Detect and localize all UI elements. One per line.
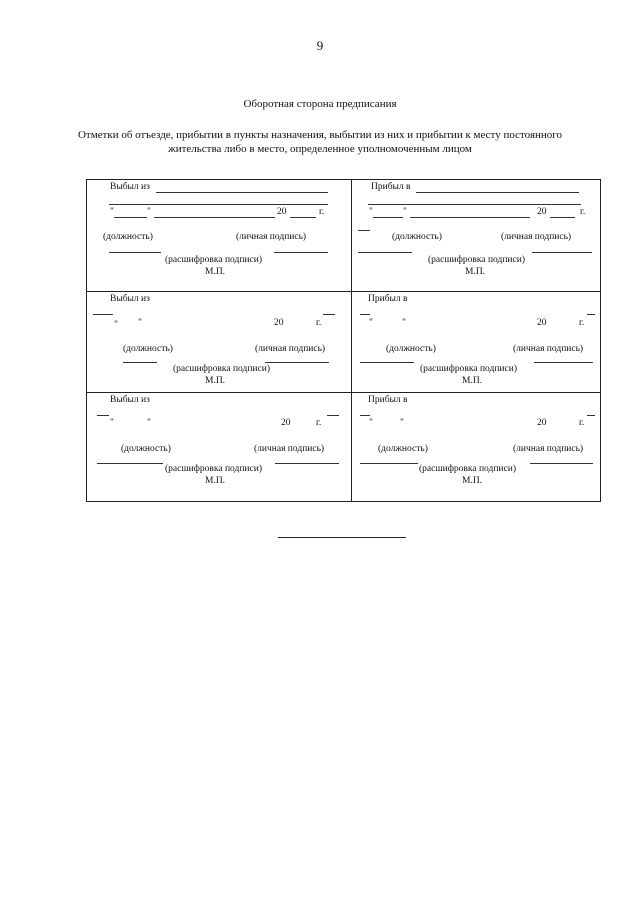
position-label: (должность) bbox=[123, 344, 173, 354]
month-field[interactable] bbox=[154, 217, 275, 218]
signature-decoding-label: (расшифровка подписи) bbox=[428, 255, 525, 265]
arrival-cell bbox=[352, 180, 600, 291]
signature-label: (личная подпись) bbox=[501, 232, 572, 242]
departed-from-field-continuation[interactable] bbox=[109, 204, 328, 205]
date-quote-close: " bbox=[114, 320, 118, 330]
year-prefix: 20 bbox=[274, 318, 284, 328]
year-prefix: 20 bbox=[277, 207, 287, 217]
signature-decoding-label: (расшифровка подписи) bbox=[165, 464, 262, 474]
arrived-at-field-continuation[interactable] bbox=[368, 204, 581, 205]
year-field[interactable] bbox=[327, 415, 339, 416]
decorative-dash bbox=[358, 230, 370, 231]
year-prefix: 20 bbox=[537, 418, 547, 428]
stamp-label: М.П. bbox=[462, 376, 483, 386]
position-field[interactable] bbox=[123, 362, 157, 363]
date-quote-open: " bbox=[369, 207, 373, 217]
position-field[interactable] bbox=[97, 463, 163, 464]
arrival-cell bbox=[352, 292, 600, 392]
departure-cell bbox=[87, 393, 351, 501]
year-suffix: г. bbox=[580, 207, 586, 217]
year-field[interactable] bbox=[290, 217, 316, 218]
year-prefix: 20 bbox=[537, 318, 547, 328]
document-subtitle: Отметки об отъезде, прибытии в пункты назначения, выбытии из них и прибытии к месту постоянного жительства либо в место, определенное уполномоченным лицом bbox=[77, 129, 563, 155]
year-suffix: г. bbox=[316, 418, 322, 428]
signature-label: (личная подпись) bbox=[236, 232, 307, 242]
date-quote-open: " bbox=[369, 318, 373, 328]
stamp-label: М.П. bbox=[205, 476, 226, 486]
date-quote-close: " bbox=[147, 418, 151, 428]
date-quote-open: " bbox=[138, 318, 142, 328]
date-quote-open: " bbox=[369, 418, 373, 428]
date-quote-open: " bbox=[110, 418, 114, 428]
day-field[interactable] bbox=[114, 217, 147, 218]
departed-from-label: Выбыл из bbox=[110, 294, 150, 304]
departure-cell bbox=[87, 180, 351, 291]
departed-from-field[interactable] bbox=[93, 314, 113, 315]
arrived-at-label: Прибыл в bbox=[371, 182, 411, 192]
signature-decoding-label: (расшифровка подписи) bbox=[420, 364, 517, 374]
position-label: (должность) bbox=[121, 444, 171, 454]
departed-from-field[interactable] bbox=[156, 192, 328, 193]
signature-label: (личная подпись) bbox=[254, 444, 325, 454]
position-field[interactable] bbox=[360, 463, 418, 464]
position-field[interactable] bbox=[358, 252, 412, 253]
date-quote-close: " bbox=[147, 207, 151, 217]
signature-label: (личная подпись) bbox=[513, 444, 584, 454]
date-quote-close: " bbox=[403, 207, 407, 217]
position-field[interactable] bbox=[109, 252, 161, 253]
year-prefix: 20 bbox=[537, 207, 547, 217]
signature-label: (личная подпись) bbox=[255, 344, 326, 354]
stamp-label: М.П. bbox=[465, 267, 486, 277]
day-field[interactable] bbox=[373, 217, 403, 218]
year-suffix: г. bbox=[319, 207, 325, 217]
date-quote-close: " bbox=[400, 418, 404, 428]
year-prefix: 20 bbox=[281, 418, 291, 428]
signature-field[interactable] bbox=[275, 463, 339, 464]
signature-label: (личная подпись) bbox=[513, 344, 584, 354]
arrived-at-field[interactable] bbox=[416, 192, 579, 193]
position-label: (должность) bbox=[378, 444, 428, 454]
year-field[interactable] bbox=[587, 415, 595, 416]
travel-marks-table bbox=[86, 179, 601, 502]
year-suffix: г. bbox=[316, 318, 322, 328]
arrived-at-label: Прибыл в bbox=[368, 294, 408, 304]
departure-cell bbox=[87, 292, 351, 392]
arrival-cell bbox=[352, 393, 600, 501]
signature-decoding-label: (расшифровка подписи) bbox=[419, 464, 516, 474]
stamp-label: М.П. bbox=[205, 376, 226, 386]
month-field[interactable] bbox=[410, 217, 530, 218]
end-of-document-rule bbox=[278, 537, 406, 538]
signature-field[interactable] bbox=[265, 362, 329, 363]
position-label: (должность) bbox=[386, 344, 436, 354]
signature-field[interactable] bbox=[532, 252, 592, 253]
year-field[interactable] bbox=[550, 217, 575, 218]
departed-from-field[interactable] bbox=[97, 415, 109, 416]
signature-field[interactable] bbox=[534, 362, 593, 363]
position-label: (должность) bbox=[392, 232, 442, 242]
arrived-at-label: Прибыл в bbox=[368, 395, 408, 405]
arrived-at-field[interactable] bbox=[360, 314, 370, 315]
signature-decoding-label: (расшифровка подписи) bbox=[165, 255, 262, 265]
position-field[interactable] bbox=[360, 362, 414, 363]
page-number: 9 bbox=[316, 38, 324, 53]
year-suffix: г. bbox=[579, 418, 585, 428]
departed-from-label: Выбыл из bbox=[110, 395, 150, 405]
stamp-label: М.П. bbox=[205, 267, 226, 277]
year-field[interactable] bbox=[323, 314, 335, 315]
year-suffix: г. bbox=[579, 318, 585, 328]
date-quote-open: " bbox=[110, 207, 114, 217]
year-field[interactable] bbox=[587, 314, 595, 315]
arrived-at-field[interactable] bbox=[360, 415, 370, 416]
stamp-label: М.П. bbox=[462, 476, 483, 486]
position-label: (должность) bbox=[103, 232, 153, 242]
document-title: Оборотная сторона предписания bbox=[243, 98, 397, 110]
date-quote-close: " bbox=[402, 318, 406, 328]
signature-field[interactable] bbox=[274, 252, 328, 253]
departed-from-label: Выбыл из bbox=[110, 182, 150, 192]
signature-field[interactable] bbox=[530, 463, 593, 464]
signature-decoding-label: (расшифровка подписи) bbox=[173, 364, 270, 374]
